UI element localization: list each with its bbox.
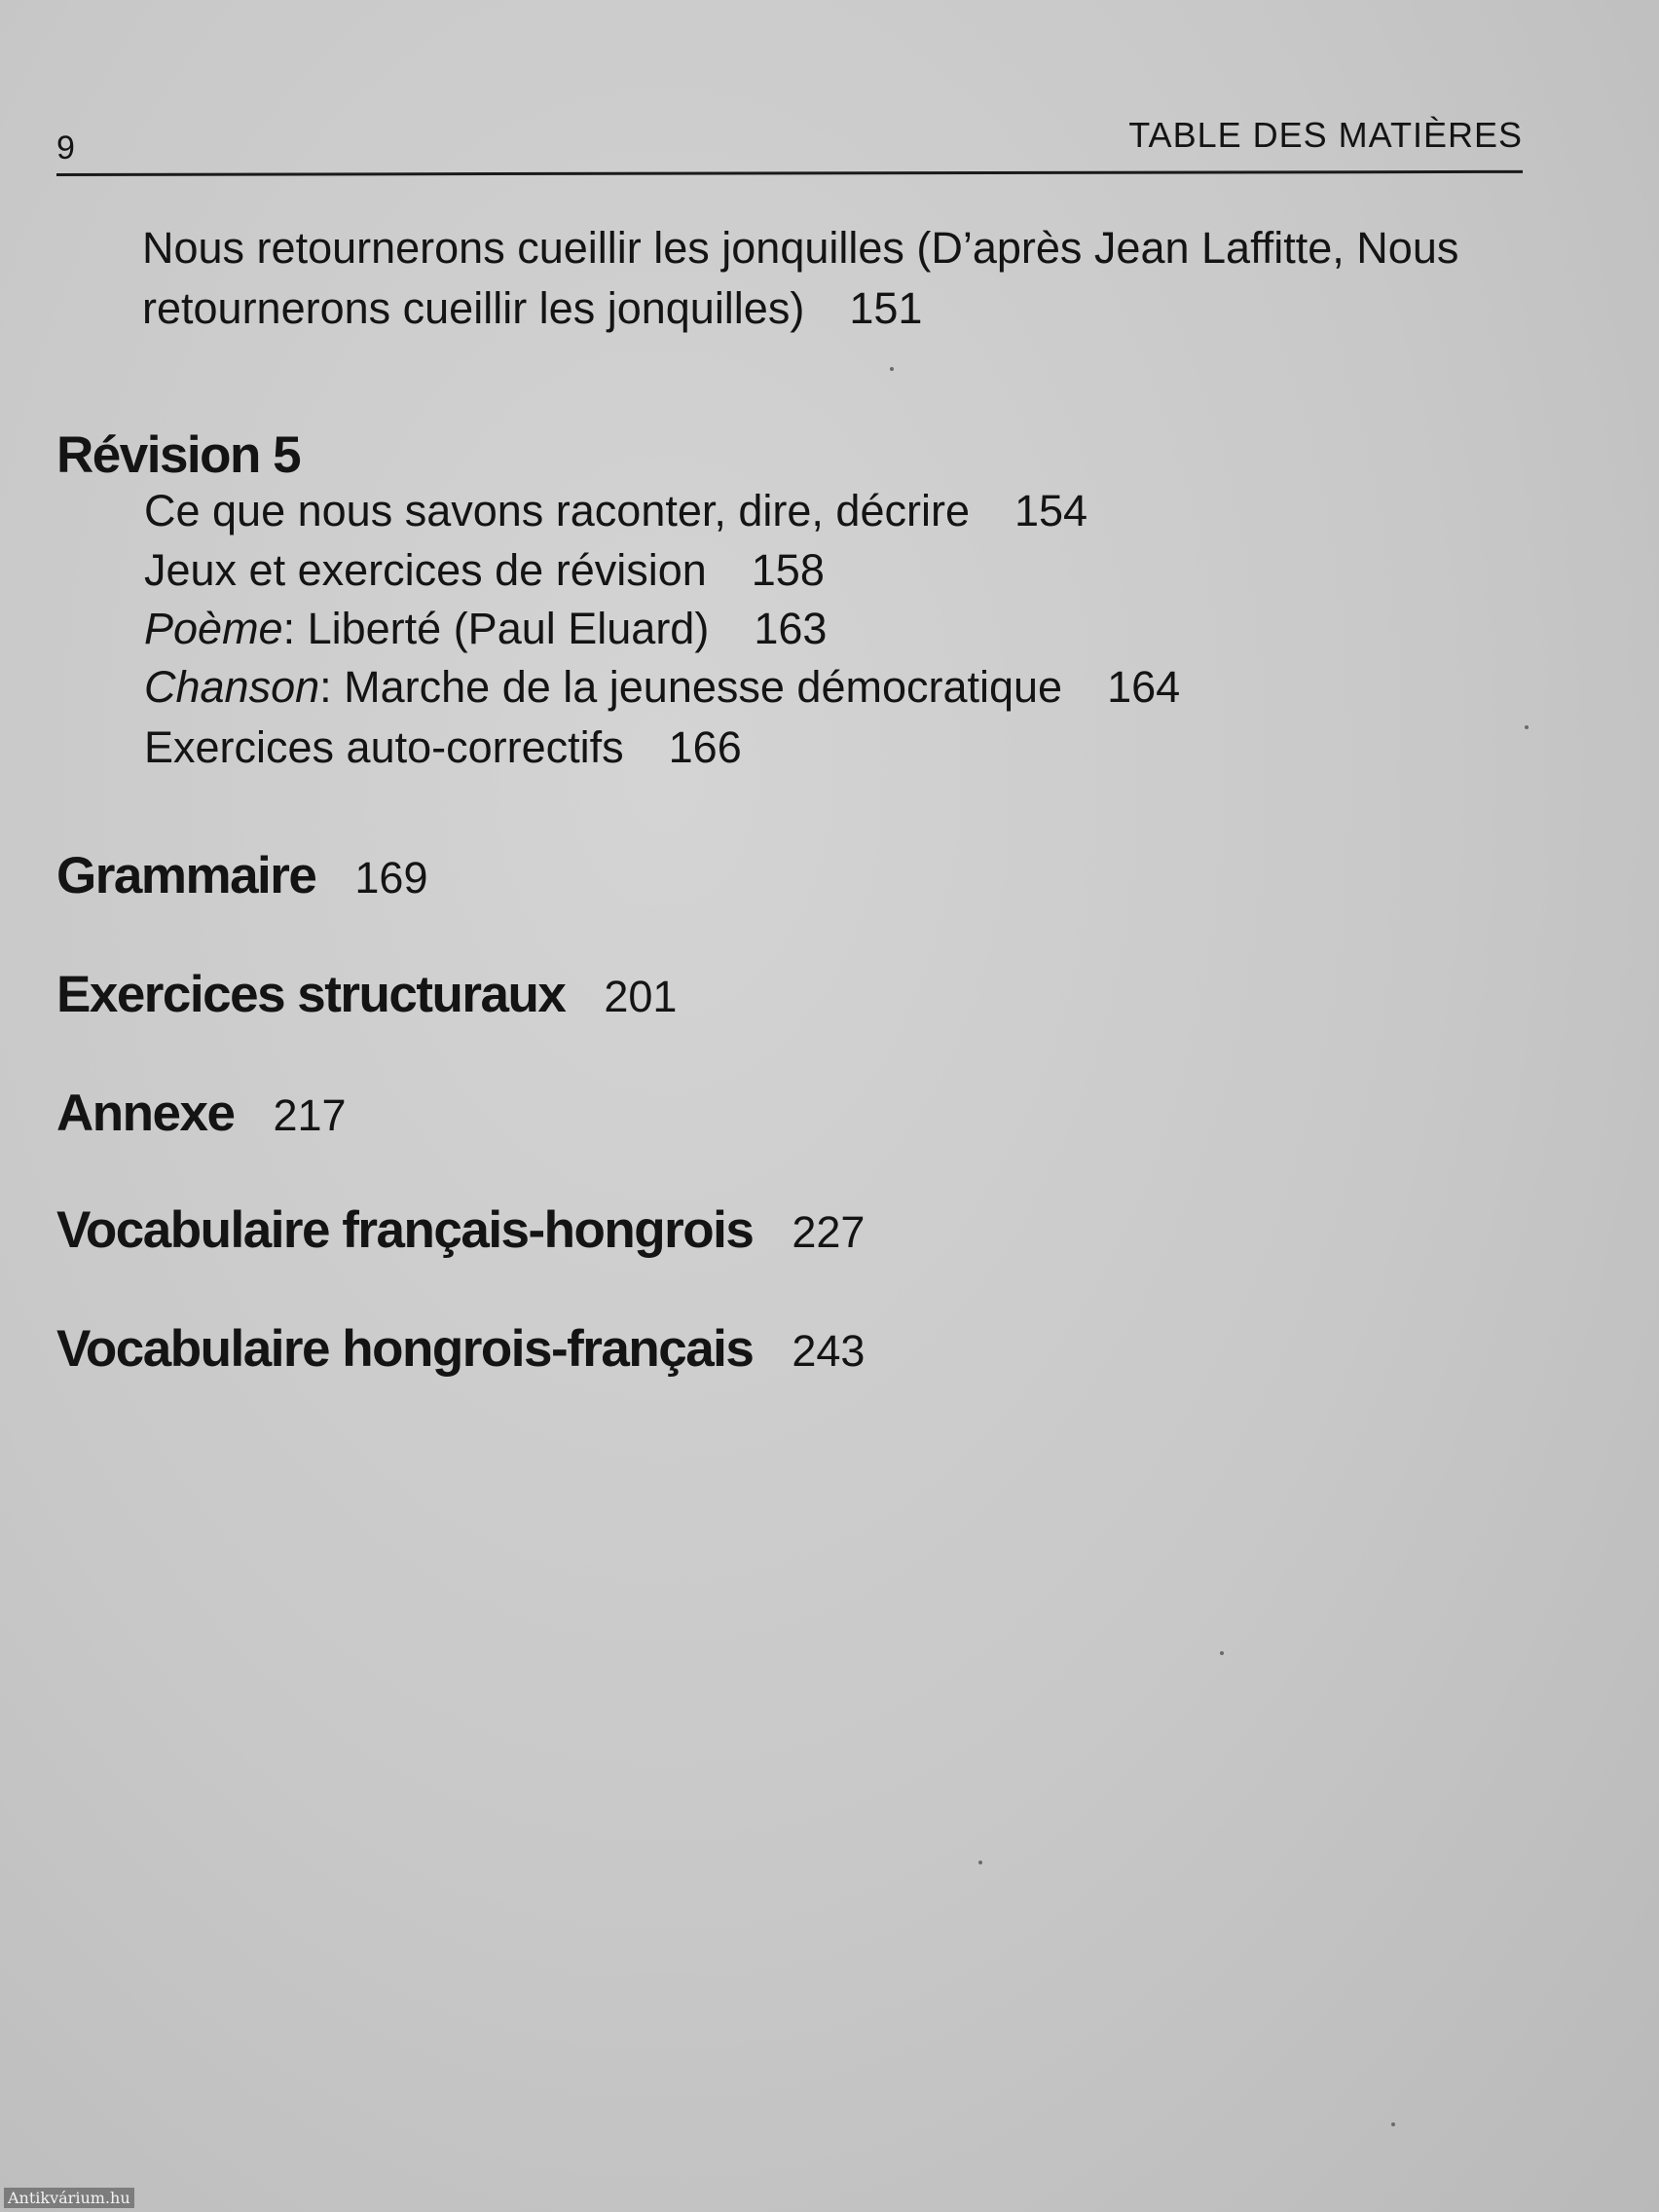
paper-speck (1391, 2122, 1395, 2126)
section-title: Vocabulaire hongrois-français (56, 1320, 754, 1378)
paper-speck (1220, 1651, 1224, 1655)
section-page: 243 (792, 1326, 866, 1376)
section-title: Vocabulaire français-hongrois (56, 1201, 754, 1259)
revision-item (144, 599, 827, 659)
paper-speck (890, 367, 894, 371)
revision-title: Révision 5 (56, 426, 301, 484)
revision-item-text: : Marche de la jeunesse démocratique (319, 662, 1063, 712)
paper-speck (1525, 725, 1529, 729)
section-title: Grammaire (56, 847, 316, 904)
revision-item-page: 164 (1107, 662, 1181, 712)
watermark: Antikvárium.hu (4, 2188, 134, 2208)
section-page: 227 (792, 1207, 866, 1257)
revision-item-text: : Liberté (Paul Eluard) (282, 604, 710, 653)
revision-item-lead: Chanson (144, 662, 320, 712)
section-title: Exercices structuraux (56, 966, 566, 1023)
revision-item-lead: Poème (144, 604, 283, 653)
section-exercices-structuraux (56, 964, 677, 1028)
revision-item-text: Exercices auto-correctifs (144, 722, 624, 772)
section-title: Annexe (56, 1085, 235, 1142)
revision-item-page: 154 (1014, 486, 1088, 535)
section-vocabulaire-francais-hongrois (56, 1199, 865, 1264)
intro-entry-text-2: retournerons cueillir les jonquilles) (142, 283, 805, 333)
intro-entry-text-1: Nous retournerons cueillir les jonquilles (D’après Jean Laffitte, Nous (142, 223, 1459, 273)
intro-entry-page: 151 (849, 283, 923, 333)
header-rule (56, 170, 1523, 176)
revision-item (144, 718, 742, 778)
section-page: 201 (604, 972, 678, 1021)
section-page: 169 (354, 853, 428, 903)
revision-item-page: 166 (668, 722, 742, 772)
section-grammaire (56, 845, 427, 909)
section-page: 217 (273, 1090, 347, 1140)
section-vocabulaire-hongrois-francais (56, 1318, 865, 1382)
revision-item (144, 540, 825, 601)
paper-speck (978, 1861, 982, 1864)
intro-entry-line-1 (142, 218, 1458, 278)
revision-item-page: 163 (754, 604, 828, 653)
running-head: TABLE DES MATIÈRES (1128, 115, 1523, 155)
revision-item (144, 657, 1180, 718)
section-annexe (56, 1083, 347, 1147)
revision-item-text: Jeux et exercices de révision (144, 545, 707, 595)
revision-item-text: Ce que nous savons raconter, dire, décrire (144, 486, 970, 535)
revision-item-page: 158 (751, 545, 825, 595)
intro-entry-line-2 (142, 278, 922, 339)
revision-item (144, 481, 1088, 541)
page-number: 9 (56, 129, 75, 166)
